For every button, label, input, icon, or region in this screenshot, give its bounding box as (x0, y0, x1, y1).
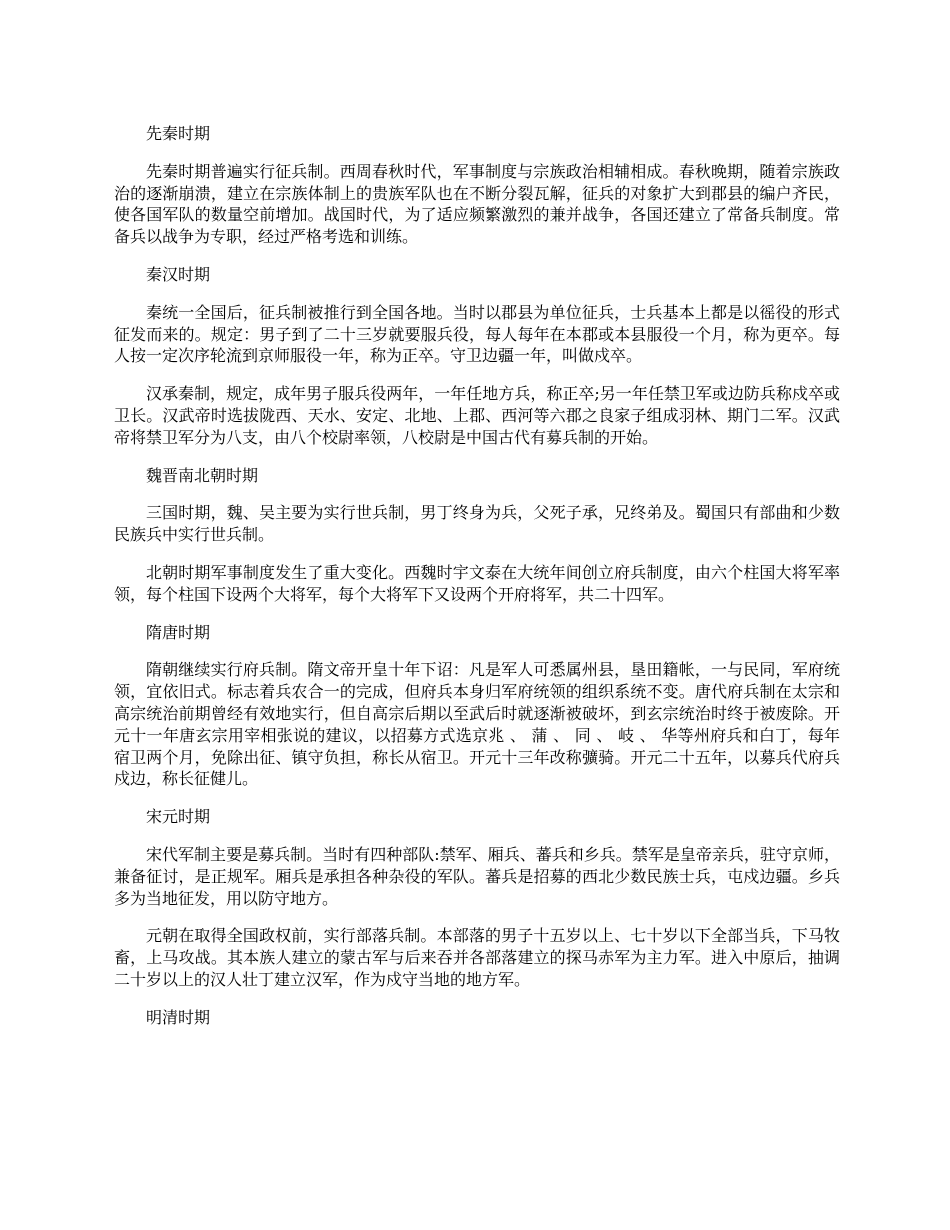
paragraph: 宋代军制主要是募兵制。当时有四种部队:禁军、厢兵、蕃兵和乡兵。禁军是皇帝亲兵，驻守京师，兼备征讨，是正规军。厢兵是承担各种杂役的军队。蕃兵是招募的西北少数民族士兵，屯戍边疆。乡兵多为当地征发，用以防守地方。 (114, 844, 840, 908)
paragraph: 秦统一全国后，征兵制被推行到全国各地。当时以郡县为单位征兵，士兵基本上都是以徭役的形式征发而来的。规定：男子到了二十三岁就要服兵役，每人每年在本郡或本县服役一个月，称为更卒。每人按一定次序轮流到京师服役一年，称为正卒。守卫边疆一年，叫做戍卒。 (114, 302, 840, 366)
paragraph: 北朝时期军事制度发生了重大变化。西魏时宇文泰在大统年间创立府兵制度，由六个柱国大将军率领，每个柱国下设两个大将军，每个大将军下又设两个开府将军，共二十四军。 (114, 562, 840, 604)
paragraph: 三国时期，魏、吴主要为实行世兵制，男丁终身为兵，父死子承，兄终弟及。蜀国只有部曲和少数民族兵中实行世兵制。 (114, 503, 840, 545)
section-heading-mingqing: 明清时期 (146, 1007, 211, 1027)
paragraph: 先秦时期普遍实行征兵制。西周春秋时代，军事制度与宗族政治相辅相成。春秋晚期，随着宗族政治的逐渐崩溃，建立在宗族体制上的贵族军队也在不断分裂瓦解，征兵的对象扩大到郡县的编户齐民，使各国军队的数量空前增加。战国时代，为了适应频繁激烈的兼并战争，各国还建立了常备兵制度。常备兵以战争为专职，经过严格考选和训练。 (114, 161, 840, 247)
section-heading-songyuan: 宋元时期 (146, 807, 211, 827)
section-heading-xianqin: 先秦时期 (146, 124, 211, 143)
paragraph: 元朝在取得全国政权前，实行部落兵制。本部落的男子十五岁以上、七十岁以下全部当兵，下马牧畜，上马攻战。其本族人建立的蒙古军与后来吞并各部落建立的探马赤军为主力军。进入中原后，抽调二十岁以上的汉人壮丁建立汉军，作为戍守当地的地方军。 (114, 926, 840, 989)
paragraph: 隋朝继续实行府兵制。隋文帝开皇十年下诏：凡是军人可悉属州县，垦田籍帐，一与民同，军府统领，宜依旧式。标志着兵农合一的完成，但府兵本身归军府统领的组织系统不变。唐代府兵制在太宗和高宗统治前期曾经有效地实行，但自高宗后期以至武后时就逐渐被破坏，到玄宗统治时终于被废除。开元十一年唐玄宗用宰相张说的建议，以招募方式选京兆 、 蒲 、 同 、 岐 、 华等州府兵和白丁，每年宿卫两个月，免除出征、镇守负担，称长从宿卫。开元十三年改称彍骑。开元二十五年，以募兵代府兵戍边，称长征健儿。 (114, 660, 840, 789)
section-heading-weijin: 魏晋南北朝时期 (146, 465, 259, 485)
paragraph: 汉承秦制，规定，成年男子服兵役两年，一年任地方兵，称正卒;另一年任禁卫军或边防兵称戍卒或卫长。汉武帝时选拔陇西、天水、安定、北地、上郡、西河等六郡之良家子组成羽林、期门二军。汉武帝将禁卫军分为八支，由八个校尉率领，八校尉是中国古代有募兵制的开始。 (114, 384, 840, 447)
section-heading-qinhan: 秦汉时期 (146, 264, 211, 284)
document-body (114, 123, 840, 1045)
section-heading-suitang: 隋唐时期 (146, 622, 211, 642)
